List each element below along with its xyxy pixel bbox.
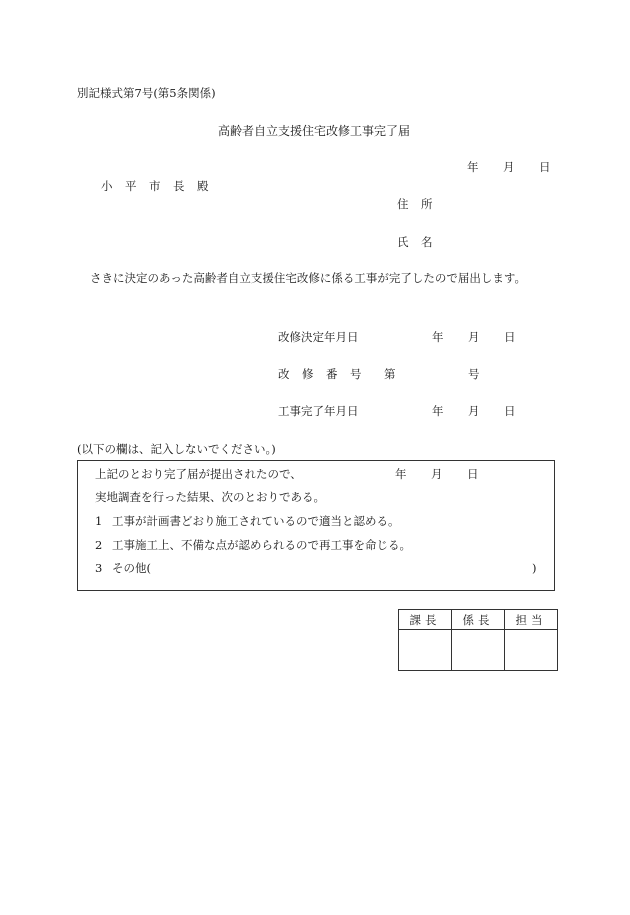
- office-year-label: 年: [395, 467, 407, 481]
- office-item-text: 工事が計画書どおり施工されているので適当と認める。: [112, 514, 400, 528]
- stamp-cell[interactable]: [399, 630, 452, 671]
- other-close-paren: ): [532, 561, 537, 575]
- office-line-2: 実地調査を行った結果、次のとおりである。: [95, 490, 325, 504]
- office-item-number: 2: [95, 538, 103, 552]
- office-item-text: その他(: [112, 561, 151, 575]
- page-title: 高齢者自立支援住宅改修工事完了届: [218, 124, 411, 138]
- office-use-note: (以下の欄は、記入しないでください。): [77, 442, 276, 456]
- stamp-header: 課長: [399, 610, 452, 630]
- office-item-text: 工事施工上、不備な点が認められるので再工事を命じる。: [112, 538, 411, 552]
- decision-year-label: 年: [432, 330, 444, 344]
- office-line-1: 上記のとおり完了届が提出されたので、: [95, 467, 302, 481]
- office-month-label: 月: [431, 467, 443, 481]
- number-suffix: 号: [468, 367, 480, 381]
- stamp-cell[interactable]: [452, 630, 505, 671]
- office-item-number: 3: [95, 561, 103, 575]
- number-prefix: 第: [384, 367, 396, 381]
- address-label: [397, 199, 433, 211]
- addressee: [101, 181, 209, 193]
- completion-date-label: 工事完了年月日: [278, 404, 359, 418]
- submission-day-label: 日: [539, 160, 551, 174]
- completion-year-label: 年: [432, 404, 444, 418]
- decision-date-label: 改修決定年月日: [278, 330, 359, 344]
- renovation-number-char: 改: [278, 367, 290, 381]
- addressee-char: 市: [149, 179, 161, 193]
- renovation-number-char: 番: [326, 367, 338, 381]
- name-label-char: 氏: [397, 235, 409, 249]
- name-label-char: 名: [421, 235, 433, 249]
- address-label-char: 所: [421, 197, 433, 211]
- renovation-number-label: [278, 369, 362, 381]
- office-item-number: 1: [95, 514, 103, 528]
- renovation-number-char: 修: [302, 367, 314, 381]
- submission-year-label: 年: [467, 160, 479, 174]
- office-day-label: 日: [467, 467, 479, 481]
- statement-text: さきに決定のあった高齢者自立支援住宅改修に係る工事が完了したので届出します。: [90, 271, 526, 285]
- stamp-cell[interactable]: [505, 630, 558, 671]
- addressee-char: 平: [125, 179, 137, 193]
- completion-month-label: 月: [468, 404, 480, 418]
- completion-day-label: 日: [504, 404, 516, 418]
- decision-month-label: 月: [468, 330, 480, 344]
- stamp-header: 担当: [505, 610, 558, 630]
- name-label: [397, 237, 433, 249]
- decision-day-label: 日: [504, 330, 516, 344]
- stamp-header: 係長: [452, 610, 505, 630]
- form-number-label: 別記様式第7号(第5条関係): [77, 86, 216, 100]
- addressee-char: 長: [173, 179, 185, 193]
- submission-month-label: 月: [503, 160, 515, 174]
- address-label-char: 住: [397, 197, 409, 211]
- renovation-number-char: 号: [350, 367, 362, 381]
- approval-stamp-table: [398, 609, 558, 671]
- addressee-char: 殿: [197, 179, 209, 193]
- addressee-char: 小: [101, 179, 113, 193]
